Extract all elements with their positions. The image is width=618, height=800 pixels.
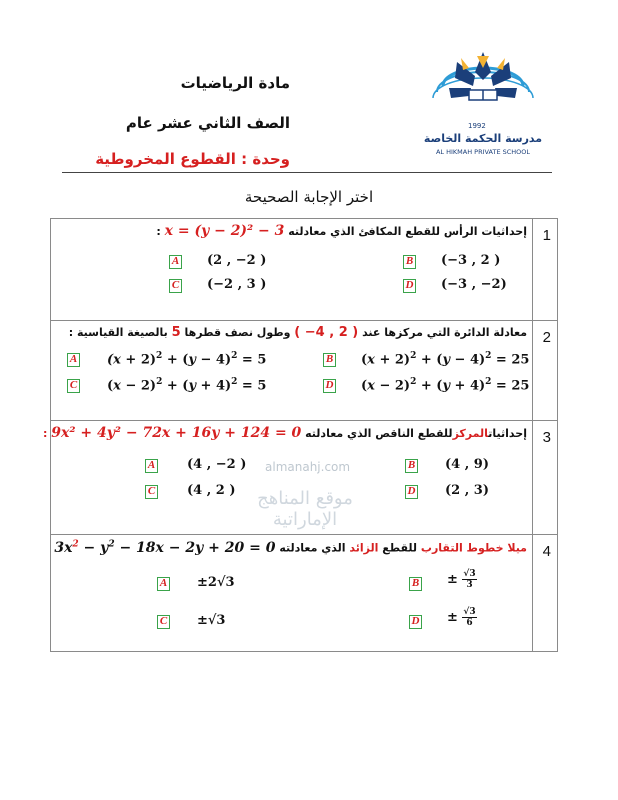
question-text <box>156 223 527 239</box>
option-letter-b[interactable]: B <box>405 459 418 473</box>
question-number: 2 <box>542 329 551 346</box>
question-number-cell <box>532 219 557 320</box>
question-radius: 5 <box>171 325 181 340</box>
option-letter-d[interactable]: D <box>403 279 416 293</box>
question-equation: x = (y − 2)² − 3 <box>164 223 285 239</box>
option-d-answer[interactable]: ± $\frac{√3}{6}$ <box>447 607 476 628</box>
question-stem: معادلة الدائرة التي مركزها عند <box>362 326 527 339</box>
watermark-name-ar: موقع المناهج الإماراتية <box>257 488 353 530</box>
logo-year: 1992 <box>468 122 486 130</box>
option-letter-c[interactable]: C <box>67 379 80 393</box>
option-a-answer[interactable]: (2 , −2 ) <box>207 253 267 268</box>
question-stem-3: الذي معادلته <box>279 541 346 555</box>
option-letter-c[interactable]: C <box>157 615 170 629</box>
instruction-text: اختر الإجابة الصحيحة <box>244 188 374 206</box>
question-stem-2: للقطع <box>382 541 418 555</box>
question-equation: 9x² + 4y² − 72x + 16y + 124 = 0 <box>51 425 302 441</box>
option-c-answer[interactable]: $(x - 2)^2 + (y + 4)^2 = 5$ <box>107 377 267 394</box>
question-stem: إحداثيات الرأس للقطع المكافئ الذي معادلته <box>288 225 527 238</box>
question-suffix: : <box>43 427 48 440</box>
option-c-answer[interactable]: ±√3 <box>197 613 226 628</box>
grade-title: الصف الثاني عشر عام <box>125 114 290 132</box>
question-number-cell <box>532 321 557 420</box>
subject-title: مادة الرياضيات <box>180 74 290 92</box>
question-number: 1 <box>542 227 551 244</box>
question-suffix: : <box>156 225 161 238</box>
question-number: 3 <box>542 429 551 446</box>
option-letter-c[interactable]: C <box>145 485 158 499</box>
option-letter-d[interactable]: D <box>323 379 336 393</box>
question-highlight: المركز <box>452 427 489 440</box>
question-number-cell <box>532 421 557 534</box>
option-letter-b[interactable]: B <box>409 577 422 591</box>
unit-title: وحدة : القطوع المخروطية <box>95 150 290 168</box>
question-stem: إحداثيات <box>488 427 527 440</box>
question-row-2 <box>51 321 557 421</box>
header-divider <box>62 172 552 173</box>
question-row-4 <box>51 535 557 651</box>
logo-emblem-icon <box>418 48 548 128</box>
logo-name-ar: مدرسة الحكمة الخاصة <box>423 132 543 145</box>
question-row-1 <box>51 219 557 321</box>
question-text <box>69 325 527 340</box>
question-stem-3: بالصيغة القياسية : <box>68 326 168 339</box>
question-equation: $3x^2 - y^2 - 18x - 2y + 20 = 0$ <box>54 539 276 556</box>
option-letter-b[interactable]: B <box>403 255 416 269</box>
option-a-answer[interactable]: (4 , −2 ) <box>187 457 247 472</box>
question-center: ( 2 , 4− ) <box>294 325 359 340</box>
option-a-answer[interactable]: $(x + 2)^2 + (y - 4)^2 = 5$ <box>107 351 267 368</box>
option-letter-a[interactable]: A <box>67 353 80 367</box>
option-letter-a[interactable]: A <box>145 459 158 473</box>
question-stem: ميلا خطوط التقارب <box>420 541 527 555</box>
option-b-answer[interactable]: (−3 , 2 ) <box>441 253 501 268</box>
option-c-answer[interactable]: (4 , 2 ) <box>187 483 236 498</box>
question-number-cell <box>532 535 557 651</box>
option-d-answer[interactable]: $(x - 2)^2 + (y + 4)^2 = 25$ <box>361 377 530 394</box>
watermark <box>235 460 375 530</box>
question-number: 4 <box>542 543 551 560</box>
option-c-answer[interactable]: (−2 , 3 ) <box>207 277 267 292</box>
option-a-answer[interactable]: ±2√3 <box>197 575 235 590</box>
logo-name-en: AL HIKMAH PRIVATE SCHOOL <box>435 148 531 156</box>
option-letter-a[interactable]: A <box>169 255 182 269</box>
option-letter-b[interactable]: B <box>323 353 336 367</box>
option-d-answer[interactable]: (−3 , −2) <box>441 277 507 292</box>
option-letter-c[interactable]: C <box>169 279 182 293</box>
question-text <box>43 425 527 441</box>
school-logo <box>418 48 548 168</box>
option-b-answer[interactable]: (4 , 9) <box>445 457 489 472</box>
option-letter-d[interactable]: D <box>409 615 422 629</box>
question-stem-2: للقطع الناقص الذي معادلته <box>305 427 453 440</box>
questions-table <box>43 218 558 652</box>
option-b-answer[interactable]: $(x + 2)^2 + (y - 4)^2 = 25$ <box>361 351 530 368</box>
watermark-site: almanahj.com <box>265 460 351 474</box>
option-b-answer[interactable]: ± $\frac{√3}{3}$ <box>447 569 476 590</box>
option-letter-a[interactable]: A <box>157 577 170 591</box>
question-text <box>54 539 527 556</box>
option-letter-d[interactable]: D <box>405 485 418 499</box>
question-highlight: الزائد <box>349 541 379 555</box>
option-d-answer[interactable]: (2 , 3) <box>445 483 489 498</box>
question-stem-2: وطول نصف قطرها <box>184 326 291 339</box>
